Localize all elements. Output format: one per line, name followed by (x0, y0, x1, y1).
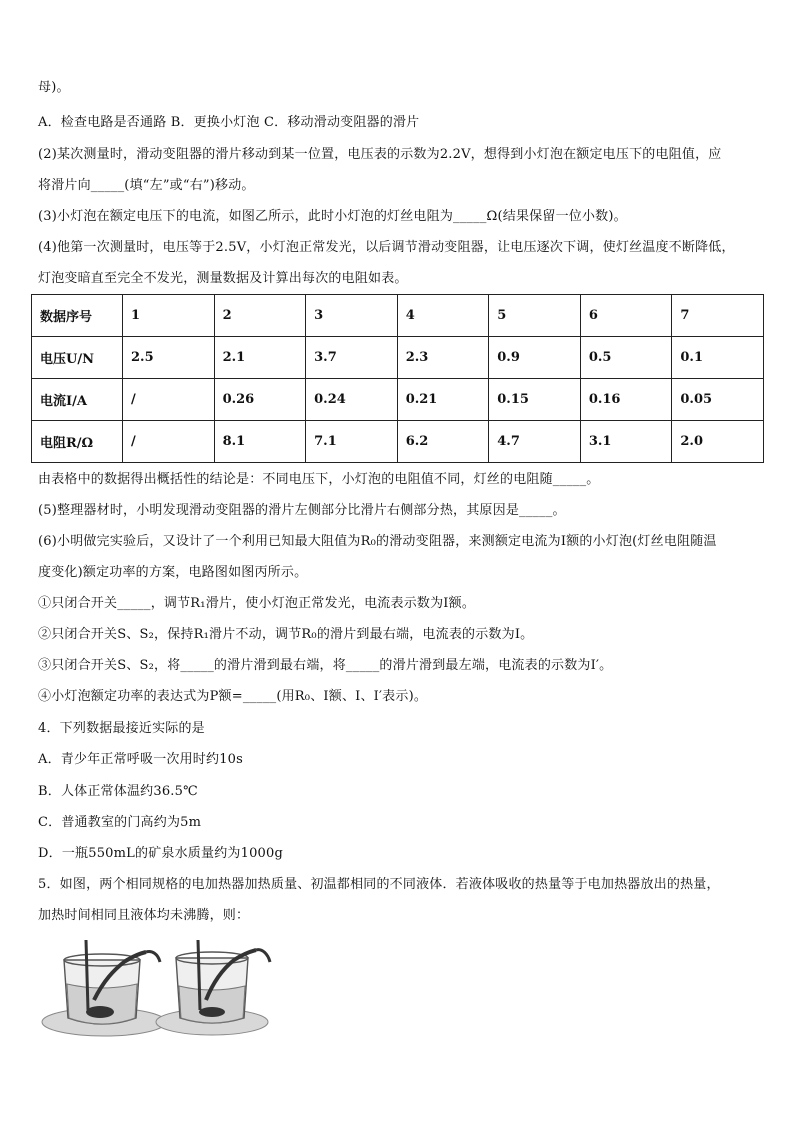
question-3-part-6: (6)小明做完实验后，又设计了一个利用已知最大阻值为R₀的滑动变阻器，来测额定电流为I额的小灯泡(灯丝电阻随温 (38, 534, 717, 549)
table-cell: 0.26 (214, 379, 306, 421)
question-3-part-2: (2)某次测量时，滑动变阻器的滑片移动到某一位置，电压表的示数为2.2V，想得到小灯泡在额定电压下的电阻值，应 (38, 147, 722, 162)
step-3: ③只闭合开关S、S₂，将_____的滑片滑到最右端，将_____的滑片滑到最左端，电流表的示数为I′。 (38, 658, 613, 673)
question-5-stem: 5．如图，两个相同规格的电加热器加热质量、初温都相同的不同液体．若液体吸收的热量等于电加热器放出的热量， (38, 877, 720, 892)
table-cell: 3 (306, 295, 398, 337)
table-cell: 0.05 (672, 379, 764, 421)
table-cell: 2.1 (214, 337, 306, 379)
row-label-cell: 数据序号 (32, 295, 123, 337)
question-3-part-3: (3)小灯泡在额定电压下的电流，如图乙所示，此时小灯泡的灯丝电阻为_____Ω(结果保留一位小数)。 (38, 209, 627, 224)
row-label-cell: 电阻R/Ω (32, 421, 123, 463)
step-2: ②只闭合开关S、S₂，保持R₁滑片不动，调节R₀的滑片到最右端，电流表的示数为I。 (38, 627, 534, 642)
question-3-part-2-cont: 将滑片向_____(填“左”或“右”)移动。 (38, 178, 255, 193)
table-header-row (32, 295, 764, 337)
table-row (32, 379, 764, 421)
table-cell: 7.1 (306, 421, 398, 463)
table-cell: 0.16 (580, 379, 672, 421)
beaker-right-icon (156, 940, 270, 1035)
table-row (32, 421, 764, 463)
table-cell: 0.9 (489, 337, 581, 379)
table-cell: 4.7 (489, 421, 581, 463)
table-cell: 4 (397, 295, 489, 337)
table-cell: / (123, 421, 215, 463)
table-cell: 3.7 (306, 337, 398, 379)
table-cell: 2.5 (123, 337, 215, 379)
question-5-stem-cont: 加热时间相同且液体均未沸腾，则： (38, 908, 250, 923)
table-cell: 0.24 (306, 379, 398, 421)
text-line: 母)。 (38, 80, 70, 95)
row-label-cell: 电流I/A (32, 379, 123, 421)
question-4-option-c: C．普通教室的门高约为5m (38, 815, 202, 830)
table-conclusion: 由表格中的数据得出概括性的结论是：不同电压下，小灯泡的电阻值不同，灯丝的电阻随_____。 (38, 472, 600, 487)
table-cell: 5 (489, 295, 581, 337)
table-cell: 0.21 (397, 379, 489, 421)
table-cell: 8.1 (214, 421, 306, 463)
table-cell: 2.3 (397, 337, 489, 379)
question-4-stem: 4．下列数据最接近实际的是 (38, 721, 205, 736)
beaker-left-icon (42, 940, 166, 1036)
heater-beakers-figure (34, 940, 274, 1040)
row-label-cell: 电压U/N (32, 337, 123, 379)
table-cell: 0.15 (489, 379, 581, 421)
question-3-part-4: (4)他第一次测量时，电压等于2.5V，小灯泡正常发光，以后调节滑动变阻器，让电压逐次下调，使灯丝温度不断降低， (38, 240, 735, 255)
step-1: ①只闭合开关_____，调节R₁滑片，使小灯泡正常发光，电流表示数为I额。 (38, 596, 476, 611)
table-cell: 6 (580, 295, 672, 337)
table-cell: 0.1 (672, 337, 764, 379)
step-4: ④小灯泡额定功率的表达式为P额=_____(用R₀、I额、I、I′表示)。 (38, 689, 428, 704)
question-3-part-5: (5)整理器材时，小明发现滑动变阻器的滑片左侧部分比滑片右侧部分热，其原因是_____。 (38, 503, 566, 518)
question-3-part-4-cont: 灯泡变暗直至完全不发光，测量数据及计算出每次的电阻如表。 (38, 271, 408, 286)
table-cell: 2.0 (672, 421, 764, 463)
table-cell: 0.5 (580, 337, 672, 379)
question-4-option-b: B．人体正常体温约36.5℃ (38, 784, 198, 799)
question-3-options: A．检查电路是否通路 B．更换小灯泡 C．移动滑动变阻器的滑片 (38, 115, 420, 130)
table-cell: 3.1 (580, 421, 672, 463)
question-4-option-d: D．一瓶550mL的矿泉水质量约为1000g (38, 846, 284, 861)
question-4-option-a: A．青少年正常呼吸一次用时约10s (38, 752, 244, 767)
table-cell: 6.2 (397, 421, 489, 463)
table-row (32, 337, 764, 379)
table-cell: 1 (123, 295, 215, 337)
question-3-part-6-cont: 度变化)额定功率的方案，电路图如图丙所示。 (38, 565, 308, 580)
table-cell: 7 (672, 295, 764, 337)
table-cell: / (123, 379, 215, 421)
table-cell: 2 (214, 295, 306, 337)
measurement-table (31, 294, 764, 463)
